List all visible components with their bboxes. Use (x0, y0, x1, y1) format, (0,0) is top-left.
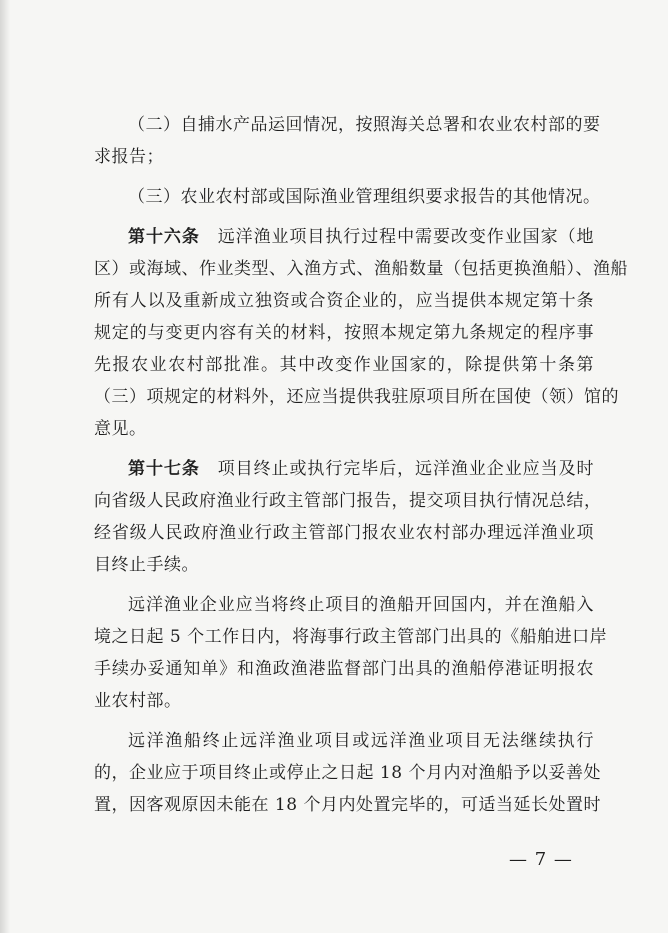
line-text: 置，因客观原因未能在 18 个月内处置完毕的，可适当延长处置时 (94, 795, 601, 815)
line-text: 所有人以及重新成立独资或合资企业的，应当提供本规定第十条 (94, 291, 594, 311)
paragraph-gap (94, 717, 594, 725)
article-heading: 第十七条 (128, 459, 200, 479)
line-text: 求报告； (94, 147, 164, 167)
text-line (94, 381, 619, 413)
line-text: （三）项规定的材料外，还应当提供我驻原项目所在国使（领）馆的 (94, 387, 619, 407)
line-text: （三）农业农村部或国际渔业管理组织要求报告的其他情况。 (128, 187, 601, 207)
text-line (94, 725, 594, 757)
text-line (94, 317, 594, 349)
line-text: 目终止手续。 (94, 555, 199, 575)
text-line (94, 221, 594, 253)
line-text: 手续办妥通知单》和渔政渔港监督部门出具的渔船停港证明报农 (94, 659, 594, 679)
line-text: （二）自捕水产品运回情况，按照海关总署和农业农村部的要 (128, 115, 601, 135)
text-line (94, 757, 601, 789)
line-text: 的，企业应于项目终止或停止之日起 18 个月内对渔船予以妥善处 (94, 763, 601, 783)
paragraph (94, 221, 628, 445)
line-text: 远洋渔船终止远洋渔业项目或远洋渔业项目无法继续执行 (128, 731, 594, 751)
paragraph (94, 453, 602, 581)
line-text: 境之日起 5 个工作日内，将海事行政主管部门出具的《船舶进口岸 (94, 627, 608, 647)
text-line (94, 653, 594, 685)
line-text: 向省级人民政府渔业行政主管部门报告，提交项目执行情况总结， (94, 491, 602, 511)
line-text: 区）或海域、作业类型、入渔方式、渔船数量（包括更换渔船）、渔船 (94, 259, 628, 279)
text-line (94, 549, 594, 581)
text-line (94, 621, 608, 653)
line-text: 远洋渔业项目执行过程中需要改变作业国家（地 (199, 227, 595, 247)
text-line (94, 485, 602, 517)
paragraph-gap (94, 173, 594, 181)
line-text: 项目终止或执行完毕后，远洋渔业企业应当及时 (199, 459, 595, 479)
paragraph-gap (94, 445, 594, 453)
text-line (94, 141, 594, 173)
paragraph-gap (94, 213, 594, 221)
article-heading: 第十六条 (128, 227, 200, 247)
line-text: 远洋渔业企业应当将终止项目的渔船开回国内，并在渔船入 (128, 595, 594, 615)
line-text: 业农村部。 (94, 691, 182, 711)
line-text: 经省级人民政府渔业行政主管部门报农业农村部办理远洋渔业项 (94, 523, 594, 543)
line-text: 先报农业农村部批准。其中改变作业国家的，除提供第十条第 (94, 355, 594, 375)
paragraph-gap (94, 581, 594, 589)
page-edge-shadow (0, 0, 10, 933)
paragraph (94, 725, 601, 821)
line-text: 意见。 (94, 419, 147, 439)
text-line (94, 589, 594, 621)
text-line (94, 517, 594, 549)
line-text: 规定的与变更内容有关的材料，按照本规定第九条规定的程序事 (94, 323, 594, 343)
text-line (94, 349, 594, 381)
document-body (94, 109, 628, 821)
text-line (94, 109, 601, 141)
text-line (94, 685, 594, 717)
paragraph (94, 109, 601, 173)
text-line (94, 789, 601, 821)
text-line (94, 253, 628, 285)
text-line (94, 413, 594, 445)
paragraph (94, 181, 601, 213)
text-line (94, 285, 594, 317)
text-line (94, 453, 594, 485)
paragraph (94, 589, 608, 717)
page-number: — 7 — (509, 849, 573, 870)
text-line (94, 181, 601, 213)
